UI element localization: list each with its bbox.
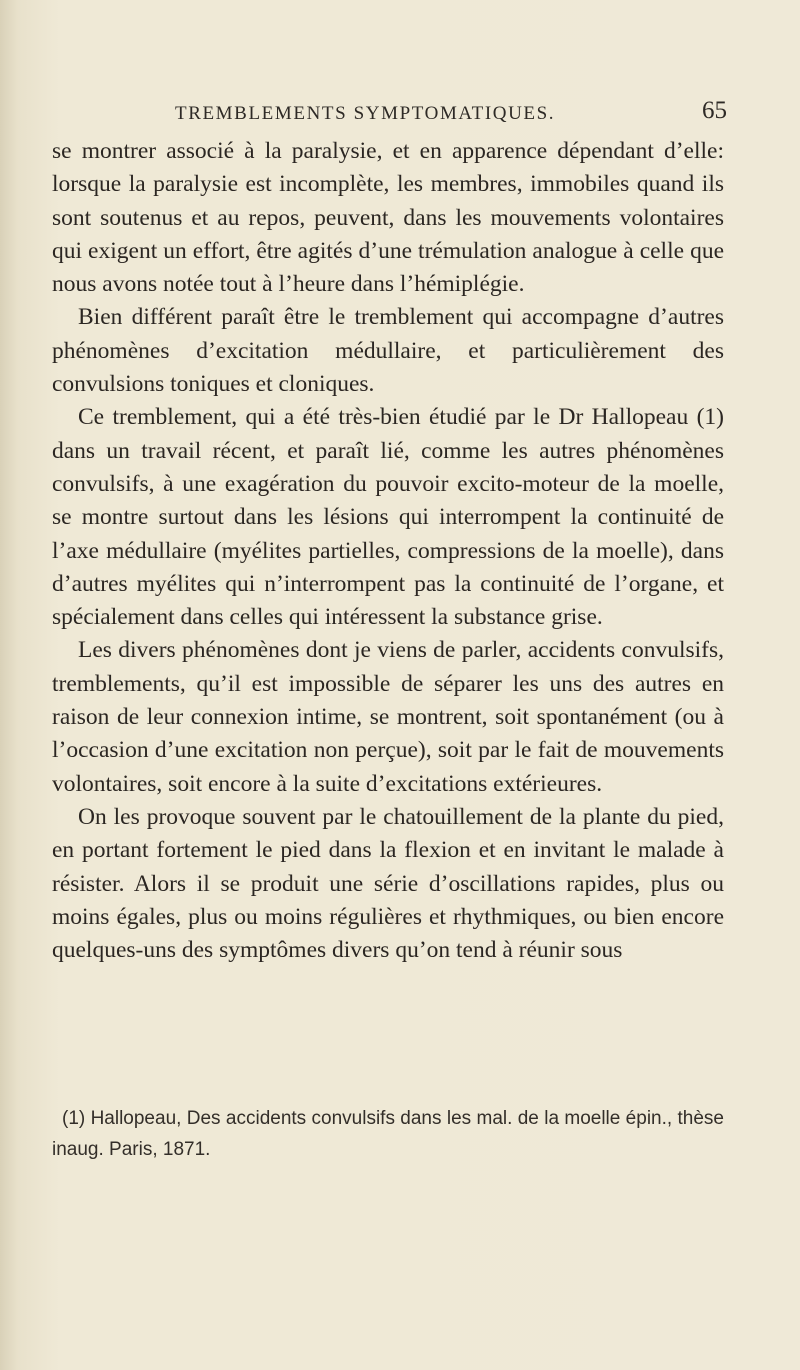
paragraph-2: Bien différent paraît être le tremblement qui accompagne d’autres phénomènes d’excitation médullaire, et particulièrement des convulsions toniques et cloniques. xyxy=(52,304,724,398)
paragraph-3: Ce tremblement, qui a été très-bien étudié par le Dr Hallopeau (1) dans un travail récent, et paraît lié, comme les autres phénomènes convulsifs, à une exagération du pouvoir excito-moteur de la moelle, se montre surtout dans les lésions qui interrompent la continuité de l’axe médullaire (myélites partielles, compressions de la moelle), dans d’autres myélites qui n’interrompent pas la continuité de l’organe, et spécialement dans celles qui intéressent la substance grise. xyxy=(52,404,724,631)
running-head: TREMBLEMENTS SYMPTOMATIQUES. xyxy=(175,103,556,124)
footnote xyxy=(52,1103,724,1165)
paragraph-1: se montrer associé à la paralysie, et en apparence dépendant d’elle: lorsque la paralysie est incomplète, les membres, immobiles quand ils sont soutenus et au repos, peuvent, dans les mouvements volontaires qui exigent un effort, être agités d’une trémulation analogue à celle que nous avons notée tout à l’heure dans l’hémiplégie. xyxy=(52,138,724,298)
paragraph-5: On les provoque souvent par le chatouillement de la plante du pied, en portant fortement le pied dans la flexion et en invitant le malade à résister. Alors il se produit une série d’oscillations rapides, plus ou moins égales, plus ou moins régulières et rhythmiques, ou bien encore quelques-uns des symptômes divers qu’on tend à réunir sous xyxy=(52,803,724,964)
paragraph-4: Les divers phénomènes dont je viens de parler, accidents convulsifs, tremblements, qu’il est impossible de séparer les uns des autres en raison de leur connexion intime, se montrent, soit spontanément (ou à l’occasion d’une excitation non perçue), soit par le fait de mouvements volontaires, soit encore à la suite d’excitations extérieures. xyxy=(52,637,724,797)
body-text xyxy=(52,135,724,967)
page-number: 65 xyxy=(702,97,727,124)
footnote-text: (1) Hallopeau, Des accidents convulsifs dans les mal. de la moelle épin., thèse inaug. Paris, 1871. xyxy=(52,1108,724,1160)
